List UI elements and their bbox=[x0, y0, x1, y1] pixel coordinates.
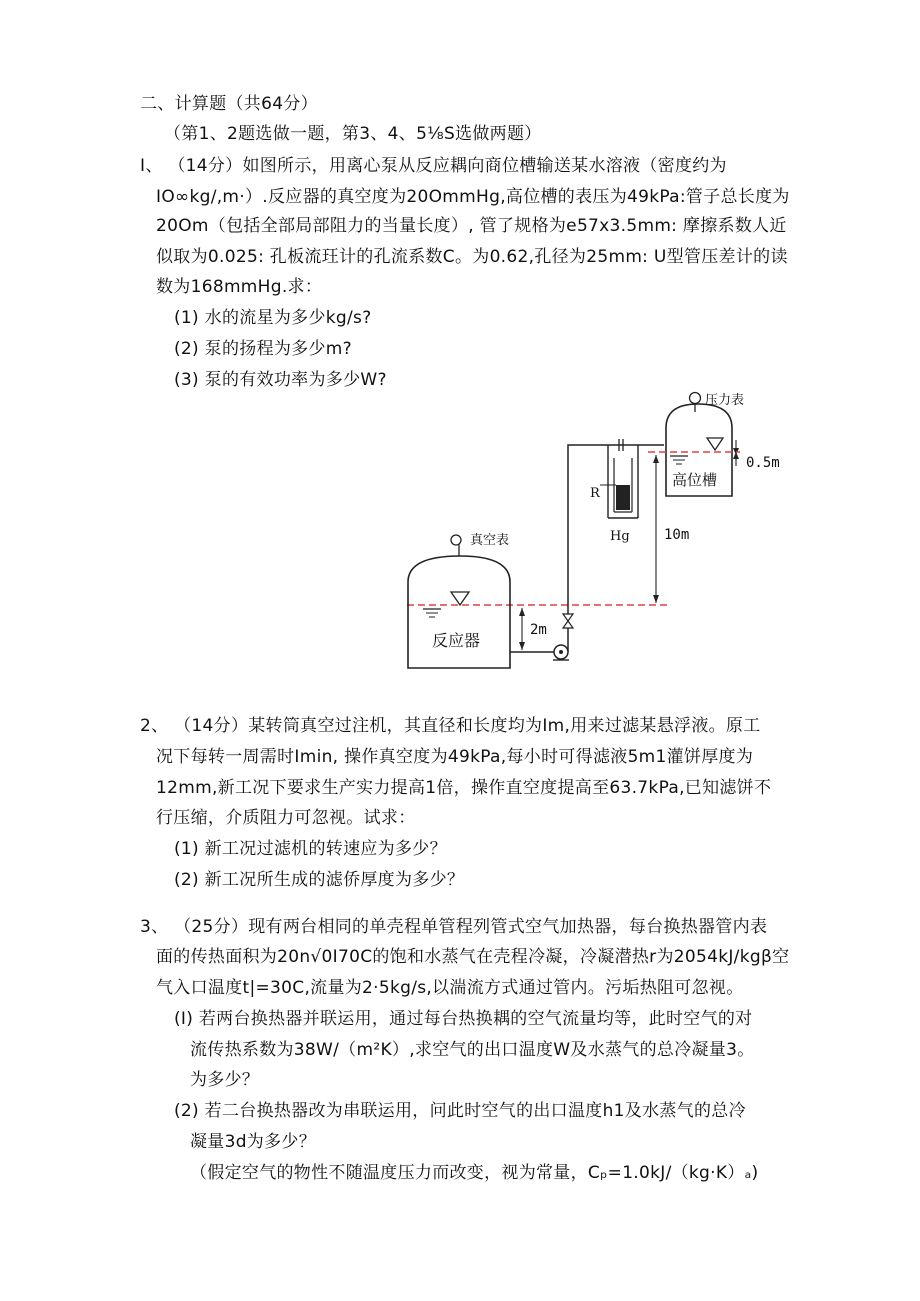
q2-line: 行压缩，介质阻力可忽视。试求： bbox=[156, 808, 416, 828]
instructions: （第1、2题选做一题，第3、4、5⅛S选做两题） bbox=[164, 124, 542, 144]
q2-line: 2、 （14分）某转筒真空过注机，其直径和长度均为Im,用来过滤某悬浮液。原工 bbox=[140, 716, 761, 736]
dim-2m: 2m bbox=[530, 622, 547, 638]
vacuum-gauge-icon bbox=[451, 535, 461, 545]
q1-line: I、 （14分）如图所示，用离心泵从反应耦向商位槽输送某水溶液（密度约为 bbox=[140, 156, 727, 176]
q1-line: 数为168mmHg.求： bbox=[156, 277, 323, 297]
q1-line: 20Om（包括全部局部阻力的当量长度）, 管了规格为e57x3.5mm: 摩擦系数人近 bbox=[156, 216, 787, 236]
q3-line: 3、 （25分）现有两台相同的单壳程单管程列管式空气加热器，每台换热器管内表 bbox=[140, 917, 768, 937]
q1-sub: (3) 泵的有效功率为多少W? bbox=[174, 370, 387, 390]
q2-line: 12mm,新工况下要求生产实力提高1倍，操作直空度提高至63.7kPa,已知滤饼不 bbox=[156, 778, 772, 798]
high-tank-label: 高位槽 bbox=[672, 471, 718, 489]
pipe bbox=[568, 445, 664, 652]
reactor-shape bbox=[408, 556, 510, 668]
q1-line: 似取为0.025: 孔板流玨计的孔流系数C。为0.62,孔径为25mm: U型管压差计的读 bbox=[156, 247, 788, 267]
level-marker-icon bbox=[707, 438, 723, 450]
q2-sub: (2) 新工况所生成的滤侨厚度为多少？ bbox=[174, 870, 465, 890]
q3-line: 气入口温度t|=30C,流量为2·5kg∕s,以湍流方式通过管内。污垢热阻可忽视。 bbox=[156, 978, 744, 998]
valve-icon bbox=[563, 614, 573, 628]
pump-icon bbox=[553, 645, 569, 660]
vacuum-gauge-label: 真空表 bbox=[470, 533, 510, 548]
q2-sub: (1) 新工况过滤机的转速应为多少？ bbox=[174, 839, 447, 859]
section-title: 二、计算题（共64分） bbox=[140, 94, 318, 114]
q1-line: IO∞kg∕,m·）.反应器的真空度为20OmmHg,高位槽的表压为49kPa:管子总长度为 bbox=[156, 187, 790, 207]
q3-sub: 凝量3d为多少？ bbox=[190, 1132, 317, 1152]
dim-0-5m: 0.5m bbox=[746, 455, 780, 471]
u-tube-manometer bbox=[600, 445, 638, 518]
q1-sub: (1) 水的流星为多少kg/s? bbox=[174, 308, 372, 328]
q3-note: （假定空气的物性不随温度压力而改变，视为常量，Cₚ=1.0kJ∕（kg·K）ₐ) bbox=[190, 1163, 759, 1183]
q3-sub: (I) 若两台换热器并联运用，通过每台热换耦的空气流量均等，此时空气的对 bbox=[174, 1009, 753, 1029]
q2-line: 况下每转一周需时Imin, 操作真空度为49kPa,每小时可得滤液5m1灌饼厚度为 bbox=[156, 747, 754, 767]
manometer-hg-label: Hg bbox=[610, 529, 630, 544]
q3-sub: 流传热系数为38W∕（m²K）,求空气的出口温度W及水蒸气的总冷凝量3。 bbox=[190, 1040, 755, 1060]
q3-line: 面的传热面积为20n√0I70C的饱和水蒸气在壳程冷凝，冷凝潜热r为2054kJ∕kgβ空 bbox=[156, 947, 790, 967]
q1-sub: (2) 泵的扬程为多少m? bbox=[174, 339, 352, 359]
q3-sub: (2) 若二台换热器改为串联运用，问此时空气的出口温度h1及水蒸气的总冷 bbox=[174, 1101, 746, 1121]
pressure-gauge-icon bbox=[690, 393, 701, 404]
pressure-gauge-label: 压力表 bbox=[705, 393, 745, 408]
level-marker-icon bbox=[451, 592, 469, 605]
reactor-label: 反应器 bbox=[432, 631, 481, 650]
manometer-r-label: R bbox=[590, 486, 600, 501]
dim-10m: 10m bbox=[664, 527, 690, 543]
q3-sub: 为多少？ bbox=[190, 1070, 260, 1090]
